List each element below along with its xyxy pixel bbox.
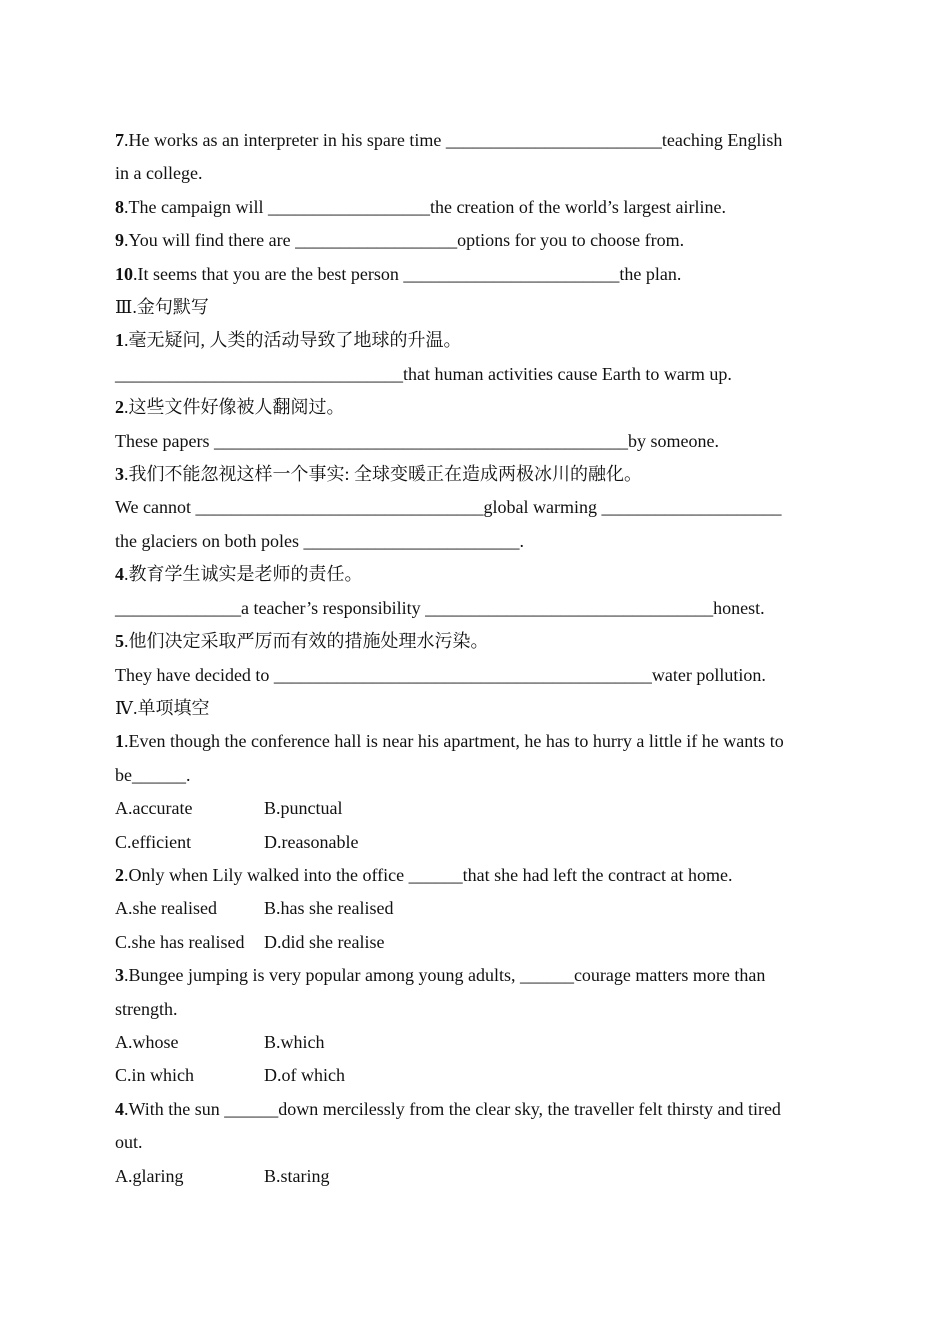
- mc-options-row: [115, 1160, 830, 1193]
- chinese-prompt: .这些文件好像被人翻阅过。: [124, 397, 345, 418]
- chinese-prompt: .教育学生诚实是老师的责任。: [124, 564, 363, 585]
- mc-options-row: [115, 792, 830, 825]
- mc-options-row: [115, 1026, 830, 1059]
- mc-question-2: [115, 859, 830, 892]
- chinese-prompt: .我们不能忽视这样一个事实: 全球变暖正在造成两极冰川的融化。: [124, 464, 642, 485]
- mc-options-row: [115, 926, 830, 959]
- sentence-2-english: These papers ______________________________________________by someone.: [115, 430, 719, 451]
- mc-question-4-continued: out.: [115, 1132, 143, 1153]
- question-number: 2: [115, 864, 124, 885]
- sentence-1-chinese: [115, 324, 830, 357]
- question-number: 1: [115, 330, 124, 351]
- option-c: C.she has realised: [115, 931, 245, 952]
- mc-options-row: [115, 892, 830, 925]
- question-text: .With the sun ______down mercilessly from the clear sky, the traveller felt thirsty and tired: [124, 1098, 781, 1119]
- question-number: 3: [115, 464, 124, 485]
- question-number: 4: [115, 564, 124, 585]
- sentence-1-english: ________________________________that human activities cause Earth to warm up.: [115, 363, 732, 384]
- question-number: 5: [115, 631, 124, 652]
- question-text: .Even though the conference hall is near his apartment, he has to hurry a little if he wants to: [124, 731, 784, 752]
- question-text: .He works as an interpreter in his spare time ________________________teaching English: [124, 130, 783, 150]
- option-d: D.reasonable: [264, 831, 359, 852]
- option-c: C.efficient: [115, 831, 192, 852]
- question-number: 7: [115, 130, 124, 150]
- option-d: D.did she realise: [264, 931, 385, 952]
- sentence-4-english: ______________a teacher’s responsibility ________________________________honest.: [115, 597, 765, 618]
- sentence-5-chinese: [115, 625, 830, 658]
- mc-question-4: [115, 1093, 830, 1126]
- option-c: C.in which: [115, 1065, 194, 1086]
- sentence-4-chinese: [115, 558, 830, 591]
- question-text: .Only when Lily walked into the office ______that she had left the contract at home.: [124, 864, 733, 885]
- option-b: B.which: [264, 1031, 325, 1052]
- worksheet-page: [115, 124, 830, 1193]
- option-b: B.punctual: [264, 798, 343, 819]
- question-number: 4: [115, 1098, 124, 1119]
- sentence-5-english: They have decided to __________________________________________water pollution.: [115, 664, 766, 685]
- mc-options-row: [115, 1059, 830, 1092]
- question-number: 10: [115, 263, 133, 284]
- question-8: [115, 191, 830, 224]
- sentence-3-english: We cannot ________________________________global warming ____________________: [115, 497, 782, 518]
- question-text: .Bungee jumping is very popular among young adults, ______courage matters more than: [124, 965, 766, 986]
- mc-question-3-continued: strength.: [115, 998, 178, 1019]
- question-number: 8: [115, 196, 124, 217]
- option-a: A.accurate: [115, 798, 193, 819]
- option-a: A.whose: [115, 1031, 179, 1052]
- option-a: A.she realised: [115, 898, 217, 919]
- chinese-prompt: .毫无疑问, 人类的活动导致了地球的升温。: [124, 330, 462, 351]
- question-number: 1: [115, 731, 124, 752]
- section-heading-multiple-choice: Ⅳ.单项填空: [115, 697, 210, 718]
- option-d: D.of which: [264, 1065, 345, 1086]
- option-b: B.staring: [264, 1165, 330, 1186]
- question-number: 3: [115, 965, 124, 986]
- mc-question-1: [115, 725, 830, 758]
- sentence-2-chinese: [115, 391, 830, 424]
- question-9: [115, 224, 830, 257]
- question-number: 9: [115, 230, 124, 251]
- mc-question-1-continued: be______.: [115, 764, 191, 785]
- mc-options-row: [115, 826, 830, 859]
- chinese-prompt: .他们决定采取严厉而有效的措施处理水污染。: [124, 631, 489, 652]
- mc-question-3: [115, 959, 830, 992]
- sentence-3-english-continued: the glaciers on both poles ________________________.: [115, 530, 524, 551]
- question-7-continued: in a college.: [115, 163, 203, 184]
- section-heading-sentences: Ⅲ.金句默写: [115, 297, 209, 318]
- question-text: .The campaign will __________________the creation of the world’s largest airline.: [124, 196, 727, 217]
- option-a: A.glaring: [115, 1165, 184, 1186]
- question-number: 2: [115, 397, 124, 418]
- question-7: [115, 124, 830, 157]
- option-b: B.has she realised: [264, 898, 394, 919]
- sentence-3-chinese: [115, 458, 830, 491]
- question-text: .It seems that you are the best person ________________________the plan.: [133, 263, 682, 284]
- question-10: [115, 258, 830, 291]
- question-text: .You will find there are __________________options for you to choose from.: [124, 230, 685, 251]
